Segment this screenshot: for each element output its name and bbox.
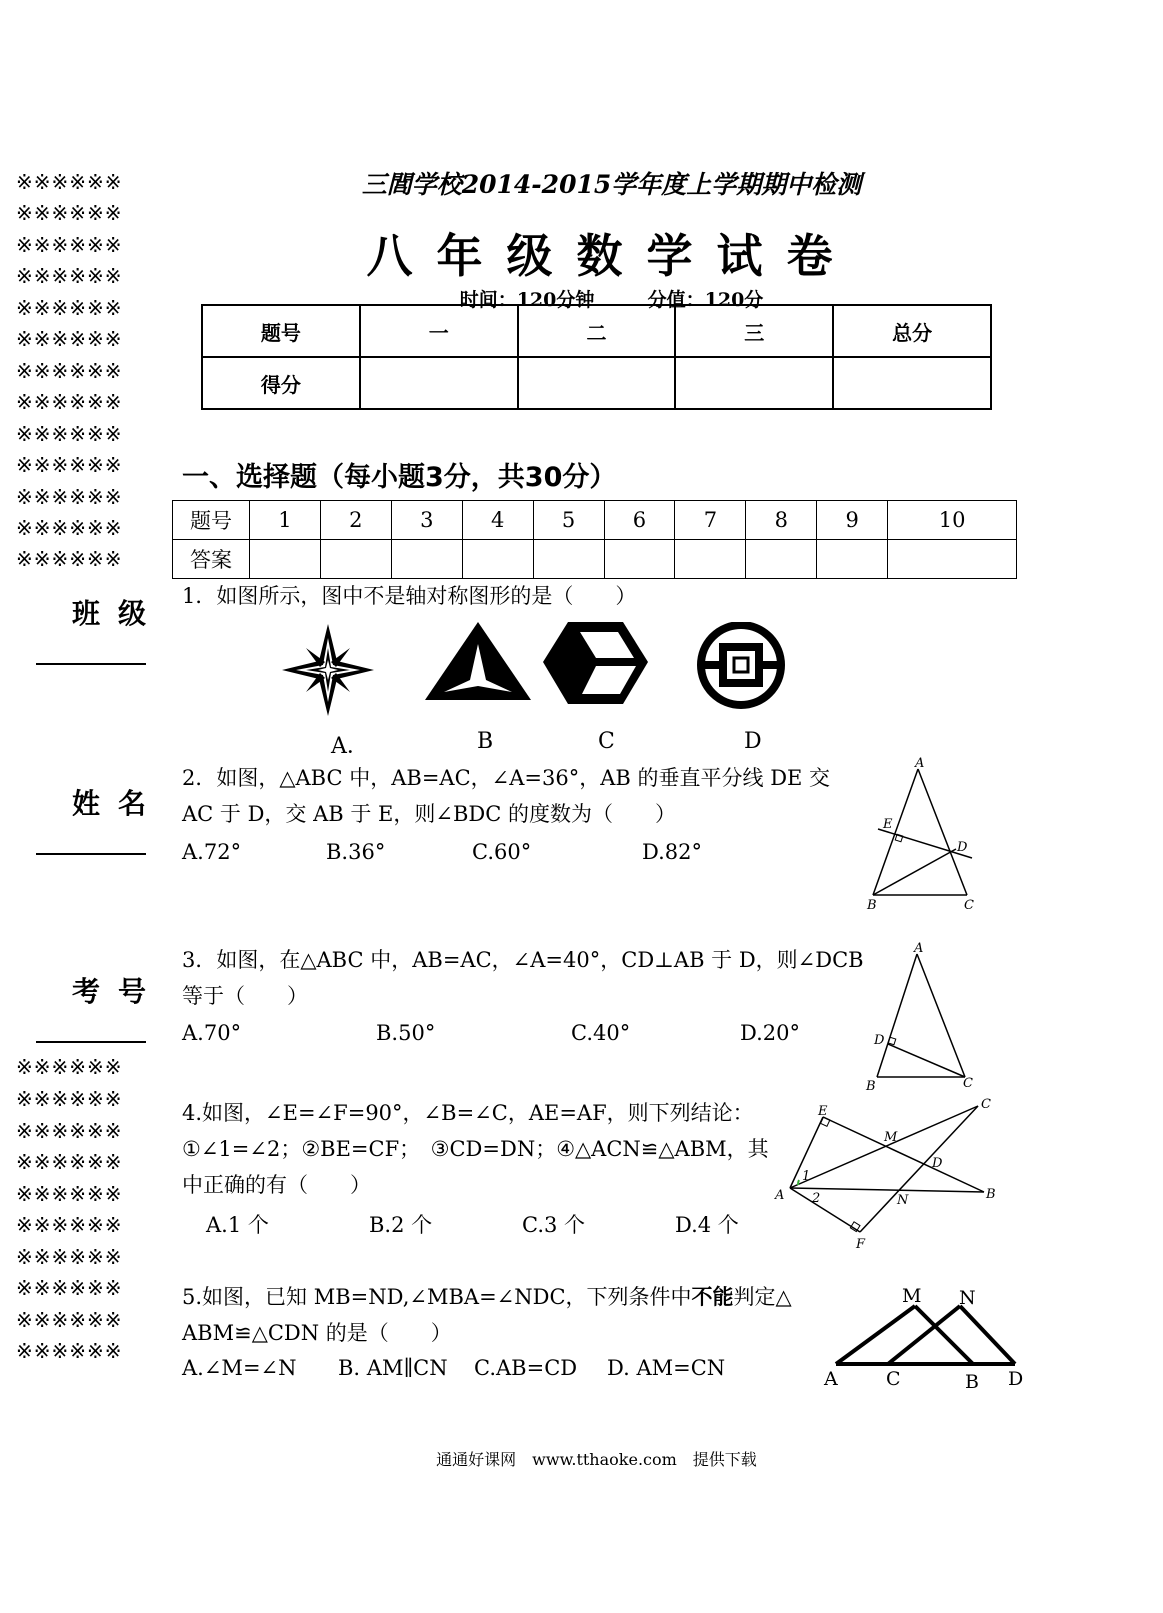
question-2-option-b[interactable]: B.36°: [326, 840, 386, 864]
figure-label-d: D: [744, 729, 762, 754]
point-f: F: [856, 1237, 866, 1252]
stars-row: ※※※※※※: [16, 170, 123, 194]
stars-row: ※※※※※※: [16, 233, 123, 257]
stars-row: ※※※※※※: [16, 516, 123, 540]
answer-number: 6: [604, 501, 675, 540]
question-4-option-b[interactable]: B.2 个: [369, 1213, 433, 1237]
question-4-option-d[interactable]: D.4 个: [675, 1213, 739, 1237]
score-header-cell: 二: [518, 305, 676, 357]
point-a: A: [775, 1188, 785, 1203]
point-c: C: [886, 1368, 901, 1390]
question-1-text: 1．如图所示，图中不是轴对称图形的是（ ）: [182, 584, 637, 608]
stars-row: ※※※※※※: [16, 327, 123, 351]
stars-row: ※※※※※※: [16, 359, 123, 383]
figure-label-a: A．: [331, 734, 369, 759]
score-header-cell: 总分: [833, 305, 991, 357]
point-e: E: [818, 1104, 828, 1119]
stars-row: ※※※※※※: [16, 1213, 123, 1237]
answer-cell[interactable]: [320, 540, 391, 579]
score-cell[interactable]: [833, 357, 991, 409]
point-n: N: [897, 1193, 909, 1208]
question-2-triangle-diagram: [860, 755, 990, 915]
name-underline: [36, 853, 146, 855]
stars-row: ※※※※※※: [16, 1245, 123, 1269]
exam-title: 八年级数学试卷: [366, 229, 857, 283]
answer-number: 3: [391, 501, 462, 540]
point-d: D: [1008, 1368, 1024, 1390]
compass-star-figure: [282, 624, 374, 716]
coin-figure: [701, 625, 781, 705]
footer-source: 通通好课网 www.tthaoke.com 提供下载: [436, 1450, 757, 1469]
question-5-diagram: [820, 1282, 1035, 1397]
point-a: A: [824, 1368, 838, 1390]
answer-row-label: 答案: [173, 540, 250, 579]
point-m: M: [902, 1285, 922, 1307]
stars-row: ※※※※※※: [16, 296, 123, 320]
point-a: A: [914, 941, 924, 956]
question-5-line-2: ABM≌△CDN 的是（ ）: [182, 1321, 452, 1345]
exam-time: 时间：120分钟: [459, 289, 595, 311]
score-row-label: 得分: [202, 357, 360, 409]
answer-cell[interactable]: [250, 540, 321, 579]
point-c: C: [981, 1097, 991, 1112]
question-4-diagram: [770, 1095, 1005, 1255]
point-d: D: [957, 840, 968, 855]
point-c: C: [963, 1076, 973, 1091]
answer-cell[interactable]: [533, 540, 604, 579]
question-5-option-c[interactable]: C.AB=CD: [474, 1356, 578, 1380]
point-c: C: [964, 898, 974, 913]
question-2-line-2: AC 于 D，交 AB 于 E，则∠BDC 的度数为（ ）: [182, 802, 676, 826]
answer-number: 2: [320, 501, 391, 540]
answer-cell[interactable]: [462, 540, 533, 579]
answer-cell[interactable]: [675, 540, 746, 579]
question-1-figures: [268, 622, 808, 722]
question-5-option-a[interactable]: A.∠M=∠N: [182, 1356, 297, 1380]
question-4-line-3: 中正确的有（ ）: [182, 1173, 371, 1197]
stars-row: ※※※※※※: [16, 422, 123, 446]
question-3-line-1: 3．如图，在△ABC 中，AB=AC，∠A=40°，CD⊥AB 于 D，则∠DCB: [182, 948, 864, 972]
answer-number: 10: [888, 501, 1017, 540]
answer-number: 9: [817, 501, 888, 540]
stars-row: ※※※※※※: [16, 390, 123, 414]
answer-number: 4: [462, 501, 533, 540]
question-3-option-b[interactable]: B.50°: [376, 1021, 436, 1045]
school-title: 三閭学校2014-2015学年度上学期期中检测: [361, 170, 862, 199]
answer-table: [172, 500, 1017, 579]
point-b: B: [866, 1079, 876, 1094]
stars-row: ※※※※※※: [16, 1308, 123, 1332]
answer-row-label: 题号: [173, 501, 250, 540]
section-title: 一、选择题（每小题3分，共30分）: [182, 462, 617, 493]
exam-score: 分值：120分: [647, 289, 764, 311]
score-cell[interactable]: [360, 357, 518, 409]
stars-row: ※※※※※※: [16, 264, 123, 288]
question-4-line-2: ①∠1=∠2；②BE=CF； ③CD=DN；④△ACN≌△ABM，其: [182, 1137, 769, 1161]
stars-row: ※※※※※※: [16, 201, 123, 225]
stars-row: ※※※※※※: [16, 1119, 123, 1143]
figure-label-c: C: [598, 729, 615, 754]
point-m: M: [884, 1130, 898, 1145]
score-header-cell: 一: [360, 305, 518, 357]
score-header-cell: 题号: [202, 305, 360, 357]
answer-cell[interactable]: [604, 540, 675, 579]
question-2-option-d[interactable]: D.82°: [642, 840, 702, 864]
answer-value-row: [173, 540, 1017, 579]
answer-number: 8: [746, 501, 817, 540]
point-e: E: [883, 817, 893, 832]
point-a: A: [915, 756, 925, 771]
name-label: 姓名: [72, 787, 165, 820]
question-5-emphasis: 不能: [691, 1285, 734, 1309]
question-2-line-1: 2．如图，△ABC 中，AB=AC，∠A=36°，AB 的垂直平分线 DE 交: [182, 766, 831, 790]
answer-cell[interactable]: [817, 540, 888, 579]
question-2-option-a[interactable]: A.72°: [182, 840, 242, 864]
stars-row: ※※※※※※: [16, 1150, 123, 1174]
point-d: D: [932, 1156, 943, 1171]
point-n: N: [959, 1287, 976, 1309]
score-table: [201, 304, 992, 410]
cube-figure: [543, 622, 648, 704]
stars-row: ※※※※※※: [16, 547, 123, 571]
class-underline: [36, 663, 146, 665]
question-5-option-b[interactable]: B. AM∥CN: [338, 1356, 448, 1380]
score-cell[interactable]: [518, 357, 676, 409]
question-4-option-a[interactable]: A.1 个: [206, 1213, 269, 1237]
stars-row: ※※※※※※: [16, 1087, 123, 1111]
question-2-option-c[interactable]: C.60°: [472, 840, 532, 864]
point-d: D: [874, 1033, 885, 1048]
stars-row: ※※※※※※: [16, 1055, 123, 1079]
stars-row: ※※※※※※: [16, 485, 123, 509]
question-3-triangle-diagram: [860, 940, 990, 1100]
point-b: B: [965, 1371, 979, 1393]
answer-number-row: [173, 501, 1017, 540]
stars-row: ※※※※※※: [16, 453, 123, 477]
angle-2: 2: [812, 1191, 821, 1206]
answer-number: 1: [250, 501, 321, 540]
answer-cell[interactable]: [746, 540, 817, 579]
answer-cell[interactable]: [888, 540, 1017, 579]
score-value-row: [202, 357, 991, 409]
question-3-option-d[interactable]: D.20°: [740, 1021, 800, 1045]
answer-number: 7: [675, 501, 746, 540]
score-header-cell: 三: [675, 305, 833, 357]
triangle-star-figure: [425, 622, 531, 700]
id-label: 考号: [72, 975, 165, 1008]
question-5-line-1-start: 5.如图，已知 MB=ND,∠MBA=∠NDC，下列条件中: [182, 1285, 692, 1309]
question-4-option-c[interactable]: C.3 个: [522, 1213, 586, 1237]
score-cell[interactable]: [675, 357, 833, 409]
score-header-row: [202, 305, 991, 357]
question-3-option-a[interactable]: A.70°: [182, 1021, 242, 1045]
question-3-line-2: 等于（ ）: [182, 984, 308, 1008]
stars-row: ※※※※※※: [16, 1182, 123, 1206]
question-4-line-1: 4.如图，∠E=∠F=90°，∠B=∠C，AE=AF，则下列结论：: [182, 1101, 754, 1125]
id-underline: [36, 1041, 146, 1043]
point-b: B: [986, 1187, 996, 1202]
class-label: 班级: [72, 597, 165, 630]
question-5-option-d[interactable]: D. AM=CN: [607, 1356, 726, 1380]
stars-row: ※※※※※※: [16, 1339, 123, 1363]
question-5-line-1: [182, 1279, 792, 1315]
answer-number: 5: [533, 501, 604, 540]
angle-1: 1: [802, 1169, 811, 1184]
figure-label-b: B: [477, 729, 494, 754]
question-5-line-1-end: 判定△: [733, 1285, 792, 1309]
stars-row: ※※※※※※: [16, 1276, 123, 1300]
point-b: B: [867, 898, 877, 913]
question-3-option-c[interactable]: C.40°: [571, 1021, 631, 1045]
answer-cell[interactable]: [391, 540, 462, 579]
